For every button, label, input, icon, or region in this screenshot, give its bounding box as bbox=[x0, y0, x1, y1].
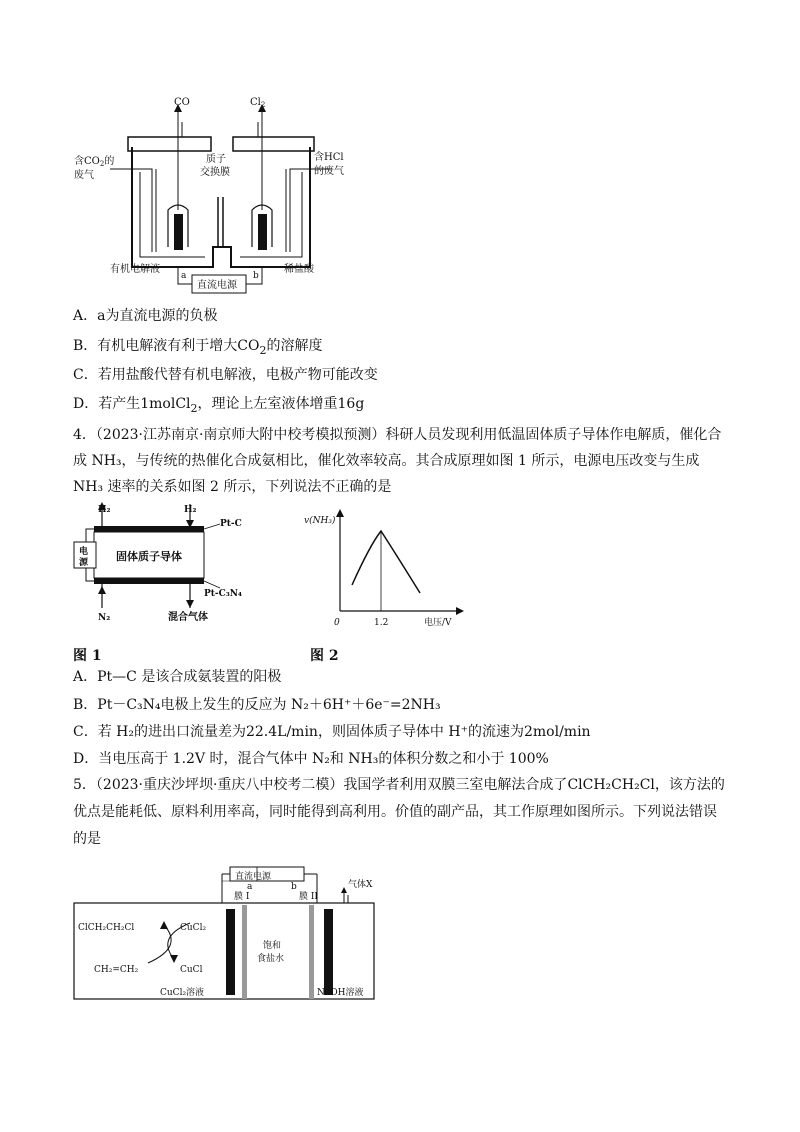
electrolysis-cell-figure bbox=[70, 92, 370, 302]
gas-x-label: 气体X bbox=[348, 880, 373, 890]
q5-electrolysis-figure bbox=[72, 855, 392, 1005]
rate-curve bbox=[352, 531, 420, 593]
cucl2-solution-label: CuCl₂溶液 bbox=[160, 988, 205, 998]
label-organic: 有机电解液 bbox=[110, 264, 160, 275]
label-power: 直流电源 bbox=[197, 280, 237, 291]
label-b: b bbox=[253, 271, 259, 281]
q5-power-label: 直流电源 bbox=[235, 872, 272, 882]
power-label-2: 源 bbox=[79, 558, 89, 568]
q4-stem: 4．（2023·江苏南京·南京师大附中校考模拟预测）科研人员发现利用低温固体质子导体作电解质，催化合成 NH₃，与传统的热催化合成氨相比，催化效率较高。其合成原理如图 1 所示，电源电压改变与生成 NH₃ 速率的关系如图 2 所示，下列说法不正确的是 bbox=[73, 427, 722, 495]
cucl2-label: CuCl₂ bbox=[180, 923, 207, 933]
membrane-2-label: 膜 II bbox=[299, 892, 318, 902]
q4-fig1-caption: 图 1 bbox=[73, 648, 102, 664]
q4-option-b: B．Pt－C₃N₄电极上发生的反应为 N₂＋6H⁺＋6e⁻=2NH₃ bbox=[73, 697, 441, 713]
origin-label: 0 bbox=[334, 618, 340, 628]
brine-label-1: 饱和 bbox=[263, 941, 282, 951]
label-waste-hcl-line2: 的废气 bbox=[314, 166, 344, 177]
h2-right-label: H₂ bbox=[184, 505, 197, 515]
ethylene-label: CH₂=CH₂ bbox=[94, 965, 139, 975]
conductor-label: 固体质子导体 bbox=[116, 550, 182, 563]
cucl-label: CuCl bbox=[180, 965, 203, 975]
pt-c3n4-label: Pt-C₃N₄ bbox=[204, 589, 242, 599]
pt-c-label: Pt-C bbox=[220, 519, 242, 529]
label-co: CO bbox=[174, 97, 190, 108]
y-axis-label: v(NH₃) bbox=[304, 516, 336, 526]
dce-label: ClCH₂CH₂Cl bbox=[78, 923, 135, 933]
q3-option-a: A．a为直流电源的负极 bbox=[73, 308, 218, 324]
h2-left-label: H₂ bbox=[98, 505, 111, 515]
q4-figure2-chart bbox=[300, 505, 470, 635]
q4-option-d: D．当电压高于 1.2V 时，混合气体中 N₂和 NH₃的体积分数之和小于 100% bbox=[73, 751, 549, 767]
q4-option-a: A．Pt—C 是该合成氨装置的阳极 bbox=[73, 669, 282, 685]
label-cl2: $Cl_2$ bbox=[250, 97, 266, 109]
membrane-1-label: 膜 I bbox=[234, 892, 250, 902]
q3-option-b: B．有机电解液有利于增大$CO_2$的溶解度 bbox=[73, 338, 323, 357]
label-waste-co2: 含$CO_2$的 bbox=[74, 156, 115, 168]
q5-stem: 5．（2023·重庆沙坪坝·重庆八中校考二模）我国学者利用双膜三室电解法合成了ClCH₂CH₂Cl，该方法的优点是能耗低、原料利用率高，同时能得到高利用。价值的副产品，其工作原理如图所示。下列说法错误的是 bbox=[73, 777, 725, 847]
brine-label-2: 食盐水 bbox=[257, 954, 285, 964]
power-label-1: 电 bbox=[79, 547, 89, 557]
naoh-solution-label: NaOH溶液 bbox=[317, 988, 364, 998]
tick-1-2: 1.2 bbox=[374, 618, 389, 628]
q4-option-c: C．若 H₂的进出口流量差为22.4L/min，则固体质子导体中 H⁺的流速为2mol/min bbox=[73, 724, 591, 740]
label-membrane-1: 质子 bbox=[206, 154, 226, 165]
q3-option-d: D．若产生1molCl$_2$，理论上左室液体增重16g bbox=[73, 396, 365, 415]
label-membrane-2: 交换膜 bbox=[200, 167, 230, 178]
q4-fig2-caption: 图 2 bbox=[310, 648, 339, 664]
q5-a-label: a bbox=[247, 882, 253, 892]
n2-label: N₂ bbox=[98, 613, 111, 623]
label-a: a bbox=[181, 271, 187, 281]
q3-option-c: C．若用盐酸代替有机电解液，电极产物可能改变 bbox=[73, 367, 378, 383]
label-hcl: 稀盐酸 bbox=[284, 264, 314, 275]
q5-b-label: b bbox=[291, 882, 297, 892]
label-waste-co2-line2: 废气 bbox=[74, 170, 94, 181]
q4-figure1 bbox=[72, 500, 252, 640]
x-axis-label: 电压/V bbox=[424, 618, 452, 628]
label-waste-hcl: 含HCl bbox=[314, 152, 344, 163]
mixed-gas-label: 混合气体 bbox=[168, 612, 208, 623]
